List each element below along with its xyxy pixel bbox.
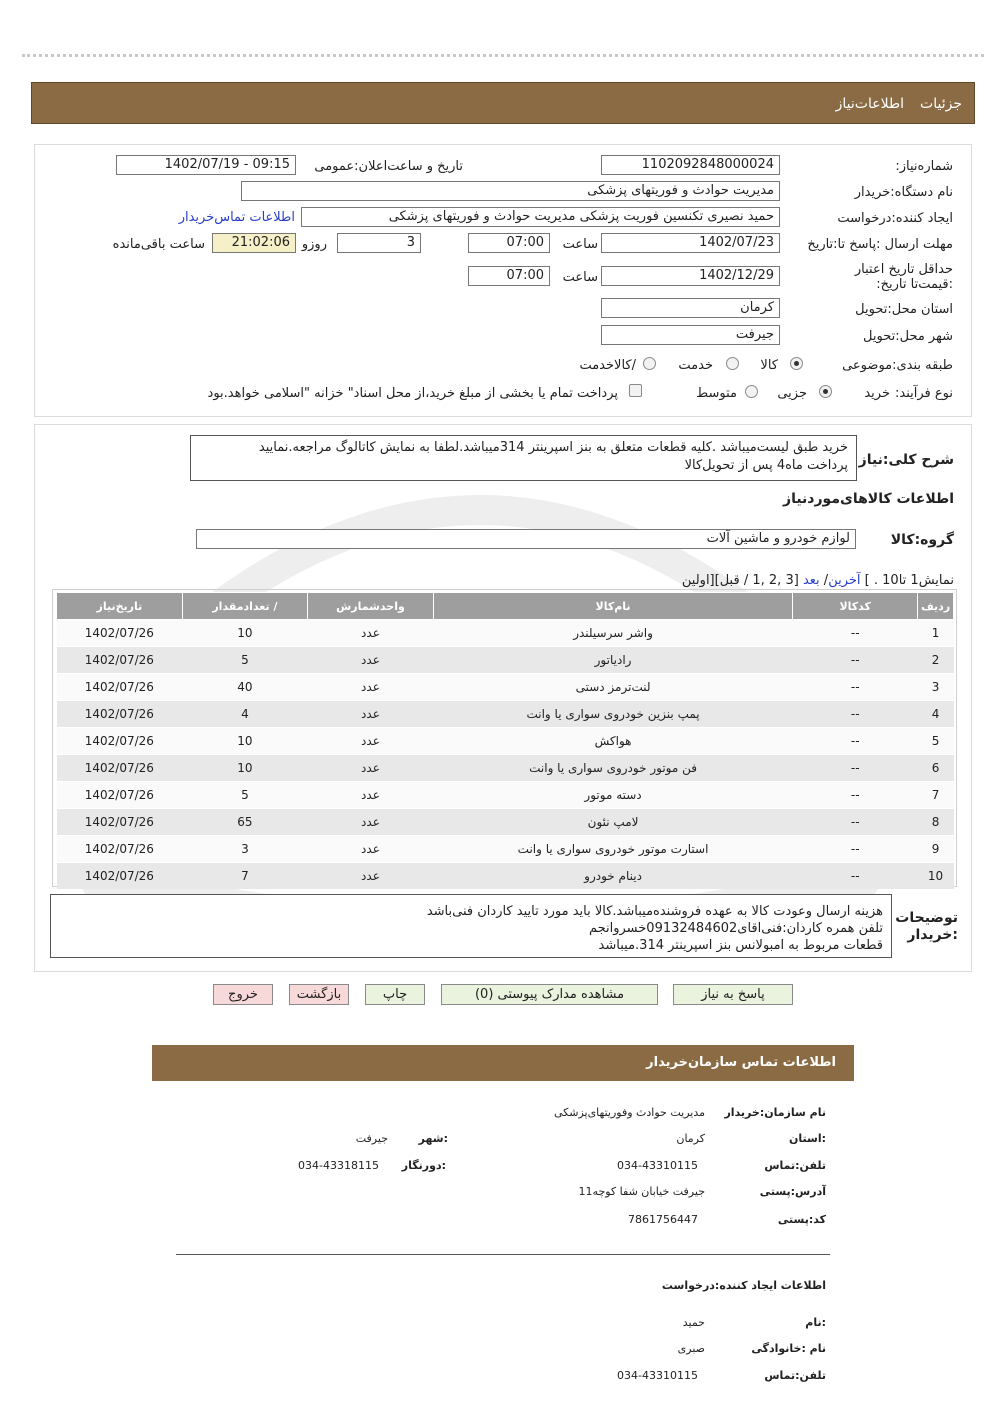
announce-field: 1402/07/19 - 09:15 bbox=[116, 155, 296, 175]
contact-phone-label: تلفن:تماس bbox=[764, 1159, 826, 1172]
cell-row: 5 bbox=[918, 728, 954, 755]
cell-code: -- bbox=[793, 863, 918, 890]
category-service-label: خدمت bbox=[678, 358, 713, 373]
contact-org-value: مدیریت حوادث وفوریتهای‌پزشکی bbox=[553, 1106, 705, 1119]
cell-name: رادیاتور bbox=[433, 647, 793, 674]
remaining-time-field: 21:02:06 bbox=[212, 233, 296, 253]
summary-label: شرح کلی:نیاز bbox=[858, 452, 954, 468]
cell-unit: عدد bbox=[308, 809, 434, 836]
reply-button[interactable]: پاسخ به نیاز bbox=[673, 984, 793, 1005]
cell-name: لامپ نئون bbox=[433, 809, 793, 836]
summary-line-1: خرید طبق لیست‌میباشد .کلیه قطعات متعلق به بنز اسپرینتر 314میباشد.لطفا به نمایش کاتالوگ مراجعه.نمایید bbox=[258, 440, 848, 455]
cell-name: دسته موتور bbox=[433, 782, 793, 809]
pagination-next-link[interactable]: بعد bbox=[802, 573, 820, 588]
deadline-time-field: 07:00 bbox=[468, 233, 550, 253]
cell-qty: 7 bbox=[182, 863, 307, 890]
creator-info-title: اطلاعات ایجاد کننده:درخواست bbox=[661, 1279, 826, 1292]
validity-label: حداقل تاریخ اعتبار :قیمت‌تا تاریخ: bbox=[854, 262, 953, 292]
cell-qty: 10 bbox=[182, 728, 307, 755]
category-goods-label: کالا bbox=[760, 358, 778, 373]
cell-date: 1402/07/26 bbox=[57, 782, 183, 809]
cell-unit: عدد bbox=[308, 755, 434, 782]
goods-group-label: گروه:کالا bbox=[890, 532, 954, 548]
cell-name: فن موتور خودروی سواری یا وانت bbox=[433, 755, 793, 782]
cell-code: -- bbox=[793, 620, 918, 647]
need-number-field: 1102092848000024 bbox=[601, 155, 780, 175]
summary-box bbox=[190, 435, 857, 481]
back-button[interactable]: بازگشت bbox=[289, 984, 349, 1005]
table-row bbox=[57, 620, 954, 647]
contact-address-label: آدرس:پستی bbox=[759, 1185, 826, 1198]
cell-name: دینام خودرو bbox=[433, 863, 793, 890]
cell-row: 3 bbox=[918, 674, 954, 701]
table-row bbox=[57, 755, 954, 782]
purchase-word: خرید bbox=[864, 386, 890, 401]
col-code: کدکالا bbox=[793, 593, 918, 620]
cell-unit: عدد bbox=[308, 620, 434, 647]
cell-qty: 4 bbox=[182, 701, 307, 728]
cell-unit: عدد bbox=[308, 647, 434, 674]
col-name: نام‌کالا bbox=[433, 593, 793, 620]
creator-field: حمید نصیری تکنسین فوریت پزشکی مدیریت حوادث و فوریتهای پزشکی bbox=[301, 207, 780, 227]
cell-qty: 40 bbox=[182, 674, 307, 701]
cell-code: -- bbox=[793, 701, 918, 728]
treasury-payment-label: پرداخت تمام یا بخشی از مبلغ خرید،از محل اسناد" خزانه "اسلامی خواهد.بود bbox=[207, 386, 618, 401]
cell-date: 1402/07/26 bbox=[57, 647, 183, 674]
page-header-bar bbox=[31, 82, 975, 124]
cell-qty: 10 bbox=[182, 755, 307, 782]
cell-name: هواکش bbox=[433, 728, 793, 755]
cell-name: واشر سرسیلندر bbox=[433, 620, 793, 647]
category-goods-service-label: /کالاخدمت bbox=[579, 358, 636, 373]
col-qty: / تعدادمقدار bbox=[182, 593, 307, 620]
days-label: روزو bbox=[301, 237, 327, 252]
category-service-radio[interactable] bbox=[726, 357, 739, 370]
cell-qty: 5 bbox=[182, 782, 307, 809]
contact-fax-value: 034-43318115 bbox=[298, 1159, 379, 1172]
table-row bbox=[57, 836, 954, 863]
col-unit: واحدشمارش bbox=[308, 593, 434, 620]
cell-row: 2 bbox=[918, 647, 954, 674]
deadline-date-field: 1402/07/23 bbox=[601, 233, 780, 253]
exit-button[interactable]: خروج bbox=[213, 984, 273, 1005]
top-dotted-divider bbox=[22, 54, 984, 57]
purchase-minor-label: جزیی bbox=[777, 386, 807, 401]
cell-code: -- bbox=[793, 728, 918, 755]
table-row bbox=[57, 647, 954, 674]
contact-province-value: کرمان bbox=[676, 1132, 705, 1145]
remaining-label: ساعت باقی‌مانده bbox=[112, 237, 205, 252]
contact-org-label: نام سازمان:خریدار bbox=[724, 1106, 826, 1119]
view-attachments-button[interactable]: مشاهده مدارک پیوستی (0) bbox=[441, 984, 658, 1005]
items-table-header bbox=[57, 593, 954, 620]
items-table bbox=[56, 592, 954, 889]
cell-date: 1402/07/26 bbox=[57, 620, 183, 647]
creator-phone-value: 034-43310115 bbox=[617, 1369, 698, 1382]
creator-label: ایجاد کننده:درخواست bbox=[837, 211, 953, 226]
cell-row: 9 bbox=[918, 836, 954, 863]
pagination: نمایش1 تا10 . ] آخرین/ بعد [3 ,2 ,1 / قبل][اولین bbox=[681, 573, 954, 588]
cell-date: 1402/07/26 bbox=[57, 674, 183, 701]
cell-row: 6 bbox=[918, 755, 954, 782]
table-row bbox=[57, 674, 954, 701]
creator-family-value: صبری bbox=[677, 1342, 705, 1355]
cell-qty: 65 bbox=[182, 809, 307, 836]
table-row bbox=[57, 782, 954, 809]
deadline-label: مهلت ارسال :پاسخ تا:تاریخ bbox=[807, 237, 953, 252]
cell-date: 1402/07/26 bbox=[57, 728, 183, 755]
cell-code: -- bbox=[793, 647, 918, 674]
days-field: 3 bbox=[337, 233, 421, 253]
cell-row: 8 bbox=[918, 809, 954, 836]
purchase-minor-radio[interactable] bbox=[819, 385, 832, 398]
cell-unit: عدد bbox=[308, 701, 434, 728]
tab-need-info[interactable]: اطلاعات‌نیاز bbox=[835, 96, 904, 112]
table-row bbox=[57, 728, 954, 755]
buyer-org-field: مدیریت حوادث و فوریتهای پزشکی bbox=[241, 181, 780, 201]
cell-date: 1402/07/26 bbox=[57, 836, 183, 863]
tab-details[interactable]: جزئیات bbox=[920, 96, 962, 112]
creator-phone-label: تلفن:تماس bbox=[764, 1369, 826, 1382]
cell-row: 4 bbox=[918, 701, 954, 728]
contact-city-value: جیرفت bbox=[355, 1132, 388, 1145]
cell-row: 7 bbox=[918, 782, 954, 809]
cell-unit: عدد bbox=[308, 674, 434, 701]
cell-code: -- bbox=[793, 782, 918, 809]
contact-city-label: :شهر bbox=[418, 1132, 448, 1145]
category-label: طبقه بندی:موضوعی bbox=[842, 358, 953, 373]
creator-name-label: :نام bbox=[805, 1316, 826, 1329]
buyer-notes-box bbox=[50, 894, 892, 958]
cell-code: -- bbox=[793, 755, 918, 782]
contact-fax-label: :دورنگار bbox=[401, 1159, 446, 1172]
cell-unit: عدد bbox=[308, 836, 434, 863]
contact-postal-label: کد:پستی bbox=[777, 1213, 826, 1226]
city-field: جیرفت bbox=[601, 325, 780, 345]
buyer-notes-line-3: قطعات مربوط به امبولانس بنز اسپرینتر 314.میباشد bbox=[598, 938, 883, 953]
contact-divider bbox=[176, 1254, 830, 1255]
cell-date: 1402/07/26 bbox=[57, 809, 183, 836]
validity-date-field: 1402/12/29 bbox=[601, 266, 780, 286]
buyer-notes-line-2: تلفن همره کاردان:فنی‌اقای09132484602خسروانجم bbox=[588, 921, 883, 936]
buyer-notes-line-1: هزینه ارسال وعودت کالا به عهده فروشنده‌میباشد.کالا باید مورد تایید کاردان فنی‌باشد bbox=[426, 904, 883, 919]
cell-name: پمپ بنزین خودروی سواری یا وانت bbox=[433, 701, 793, 728]
cell-date: 1402/07/26 bbox=[57, 701, 183, 728]
print-button[interactable]: چاپ bbox=[365, 984, 425, 1005]
cell-code: -- bbox=[793, 836, 918, 863]
table-row bbox=[57, 863, 954, 890]
category-goods-service-radio[interactable] bbox=[643, 357, 656, 370]
city-label: شهر محل:تحویل bbox=[863, 329, 953, 344]
contact-header-bar bbox=[152, 1045, 854, 1081]
table-row bbox=[57, 809, 954, 836]
summary-line-2: پرداخت ماه4 پس از تحویل‌کالا bbox=[684, 458, 848, 473]
contact-province-label: :استان bbox=[789, 1132, 826, 1145]
cell-row: 10 bbox=[918, 863, 954, 890]
announce-label: تاریخ و ساعت‌اعلان:عمومی bbox=[314, 159, 463, 174]
creator-family-label: نام :خانوادگی bbox=[751, 1342, 826, 1355]
col-row: ردیف bbox=[918, 593, 954, 620]
purchase-medium-label: متوسط bbox=[696, 386, 737, 401]
buyer-notes-label: توضیحات :خریدار bbox=[895, 910, 958, 943]
need-number-label: شماره‌نیاز: bbox=[895, 159, 953, 174]
contact-phone-value: 034-43310115 bbox=[617, 1159, 698, 1172]
goods-group-field: لوازم خودرو و ماشین آلات bbox=[196, 529, 856, 549]
cell-qty: 10 bbox=[182, 620, 307, 647]
purchase-medium-radio[interactable] bbox=[745, 385, 758, 398]
creator-name-value: حمید bbox=[682, 1316, 705, 1329]
category-goods-radio[interactable] bbox=[790, 357, 803, 370]
goods-info-title: اطلاعات کالاهای‌موردنیاز bbox=[783, 491, 954, 507]
cell-name: استارت موتور خودروی سواری یا وانت bbox=[433, 836, 793, 863]
cell-code: -- bbox=[793, 809, 918, 836]
col-date: تاریخ‌نیاز bbox=[57, 593, 183, 620]
province-field: کرمان bbox=[601, 298, 780, 318]
deadline-time-label: ساعت bbox=[562, 237, 598, 252]
table-row bbox=[57, 701, 954, 728]
validity-time-label: ساعت bbox=[562, 270, 598, 285]
cell-row: 1 bbox=[918, 620, 954, 647]
pagination-show-text: نمایش1 تا10 . bbox=[873, 573, 954, 588]
cell-unit: عدد bbox=[308, 782, 434, 809]
province-label: استان محل:تحویل bbox=[855, 302, 953, 317]
pagination-last-link[interactable]: آخرین bbox=[828, 573, 861, 588]
cell-qty: 3 bbox=[182, 836, 307, 863]
pagination-pages[interactable]: [3 ,2 ,1 / قبل][اولین bbox=[681, 573, 799, 588]
cell-name: لنت‌ترمز دستی bbox=[433, 674, 793, 701]
contact-title: اطلاعات تماس سازمان‌خریدار bbox=[646, 1055, 836, 1070]
cell-unit: عدد bbox=[308, 863, 434, 890]
treasury-payment-checkbox[interactable] bbox=[629, 384, 642, 397]
validity-time-field: 07:00 bbox=[468, 266, 550, 286]
cell-date: 1402/07/26 bbox=[57, 755, 183, 782]
cell-code: -- bbox=[793, 674, 918, 701]
contact-postal-value: 7861756447 bbox=[628, 1213, 698, 1226]
buyer-org-label: نام دستگاه:خریدار bbox=[854, 185, 953, 200]
contact-address-value: جیرفت خیابان شفا کوچه11 bbox=[578, 1185, 705, 1198]
cell-qty: 5 bbox=[182, 647, 307, 674]
cell-unit: عدد bbox=[308, 728, 434, 755]
purchase-type-label: نوع فرآیند: bbox=[895, 386, 953, 401]
cell-date: 1402/07/26 bbox=[57, 863, 183, 890]
buyer-contact-link[interactable]: اطلاعات تماس‌خریدار bbox=[178, 210, 295, 225]
